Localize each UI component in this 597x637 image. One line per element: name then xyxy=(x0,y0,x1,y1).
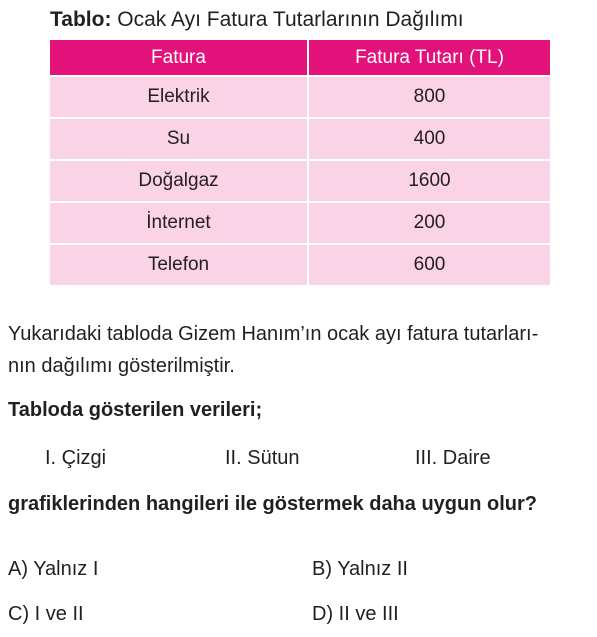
cell-bill: Su xyxy=(50,117,309,159)
table-caption xyxy=(50,8,464,32)
table-row xyxy=(50,201,550,243)
cell-amount: 600 xyxy=(309,243,550,285)
answer-option-b[interactable]: B) Yalnız II xyxy=(312,558,408,580)
graph-type-line: I. Çizgi xyxy=(45,447,107,469)
answer-option-a[interactable]: A) Yalnız I xyxy=(8,558,99,580)
caption-label: Tablo: xyxy=(50,8,112,31)
table-row xyxy=(50,117,550,159)
cell-amount: 400 xyxy=(309,117,550,159)
description-paragraph xyxy=(8,318,593,382)
cell-amount: 800 xyxy=(309,75,550,117)
table-header-row xyxy=(50,40,550,75)
bill-amounts-table xyxy=(50,40,550,285)
cell-amount: 200 xyxy=(309,201,550,243)
header-bill: Fatura xyxy=(50,40,309,75)
answer-option-d[interactable]: D) II ve III xyxy=(312,603,399,625)
cell-bill: Telefon xyxy=(50,243,309,285)
paragraph-line-1: Yukarıdaki tabloda Gizem Hanım’ın ocak ayı fatura tutarları- xyxy=(8,323,539,345)
answer-option-c[interactable]: C) I ve II xyxy=(8,603,84,625)
paragraph-line-2: nın dağılımı gösterilmiştir. xyxy=(8,355,235,377)
cell-bill: Elektrik xyxy=(50,75,309,117)
table-row xyxy=(50,243,550,285)
table-row xyxy=(50,75,550,117)
cell-amount: 1600 xyxy=(309,159,550,201)
question-intro: Tabloda gösterilen verileri; xyxy=(8,399,263,421)
caption-title: Ocak Ayı Fatura Tutarlarının Dağılımı xyxy=(117,8,464,31)
graph-type-column: II. Sütun xyxy=(225,447,300,469)
cell-bill: Doğalgaz xyxy=(50,159,309,201)
header-amount: Fatura Tutarı (TL) xyxy=(309,40,550,75)
table-row xyxy=(50,159,550,201)
cell-bill: İnternet xyxy=(50,201,309,243)
question-prompt: grafiklerinden hangileri ile göstermek daha uygun olur? xyxy=(8,493,537,515)
graph-type-pie: III. Daire xyxy=(415,447,491,469)
